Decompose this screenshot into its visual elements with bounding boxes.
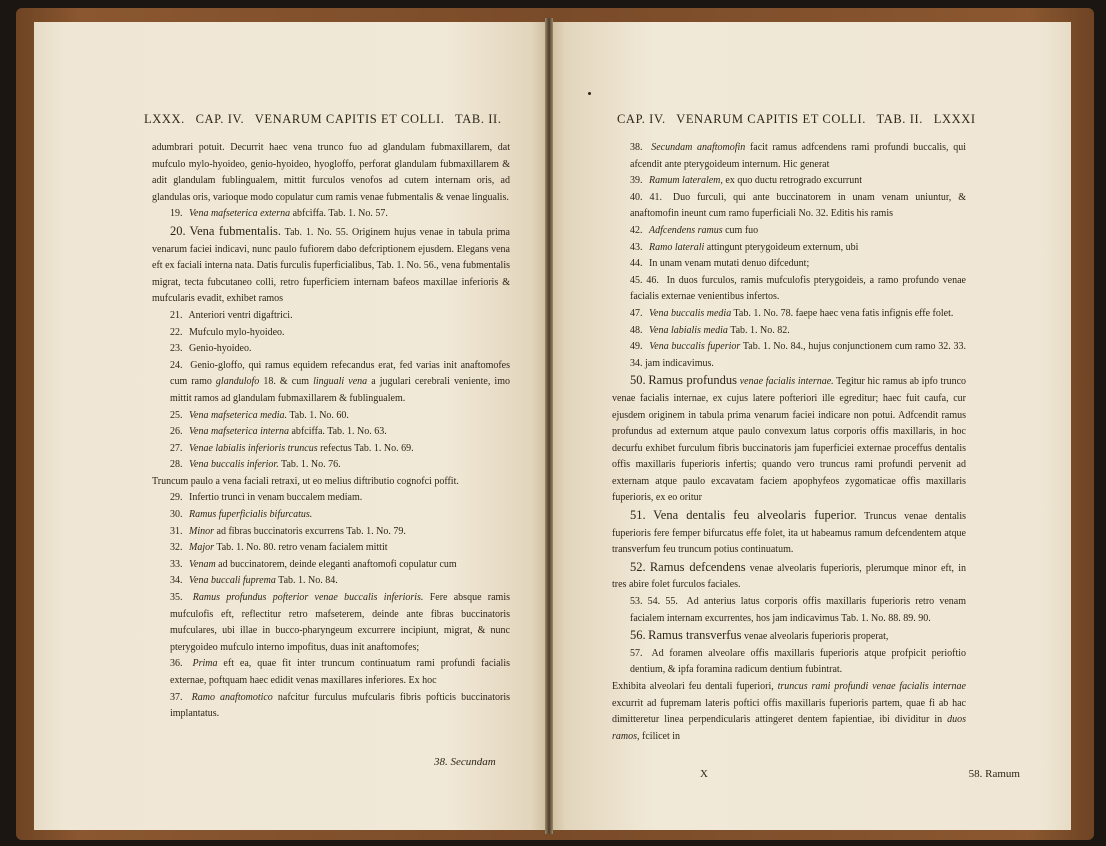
paragraph-number: 56. — [630, 628, 646, 643]
paragraph-number: 45. 46. — [630, 274, 659, 286]
paragraph-item — [612, 190, 966, 223]
paragraph-number: 38. — [630, 142, 643, 153]
paragraph-item — [612, 323, 966, 340]
paragraph-number: 44. — [630, 258, 643, 270]
right-table-ref: TAB. II. — [876, 112, 923, 126]
paragraph-item — [152, 524, 510, 541]
paragraph-number: 33. — [170, 558, 183, 570]
text-run: excurrit ad fupremam lateris poftici offis maxillaris fuperioris partem, quae fi ab hac dimitteretur linea perpendicularis attingeret dentem fapientiae, ibi dividitur in — [612, 697, 966, 726]
text-run: venae alveolaris fuperioris properat, — [741, 631, 889, 643]
text-run: Tab. 1. No. 60. — [287, 409, 349, 421]
text-run: Ad foramen alveolare offis maxillaris fuperioris atque profpicit perioftio dentium, & ipfa foramina radicum dentium fubintrat. — [630, 647, 966, 676]
left-folio: LXXX. — [144, 112, 185, 126]
paragraph-item — [152, 557, 510, 574]
section-heading: Ramus defcendens — [649, 559, 746, 574]
section-heading: Vena dentalis feu alveolaris fuperior. — [653, 508, 857, 523]
paragraph-number: 43. — [630, 241, 643, 253]
italic-term: Ramus profundus pofterior venae buccalis inferioris. — [192, 592, 424, 604]
italic-term: Vena labialis media — [649, 324, 728, 336]
text-run: cum fuo — [722, 224, 759, 236]
paragraph-item — [152, 690, 510, 723]
paragraph-number: 27. — [170, 442, 183, 454]
paragraph-number: 20. — [170, 223, 186, 238]
signature-mark: X — [700, 768, 708, 780]
paragraph-number: 50. — [630, 373, 646, 388]
italic-term: Ramo laterali — [649, 241, 705, 253]
paragraph-sec — [612, 559, 966, 594]
paragraph-item — [612, 594, 966, 627]
paragraph-item — [152, 408, 510, 425]
paragraph-number: 36. — [170, 658, 183, 670]
paragraph-number: 40. 41. — [630, 191, 662, 203]
paragraph-item — [612, 646, 966, 679]
paragraph-sec — [612, 507, 966, 559]
text-run: Genio-hyoideo. — [189, 343, 252, 355]
italic-term: linguali vena — [313, 376, 368, 388]
paragraph-number: 31. — [170, 525, 183, 537]
paragraph-number: 24. — [170, 359, 183, 371]
text-run: Genio-gloffo, qui ramus equidem refecandus erat, fed varias init anaftomofes cum ramo — [170, 359, 511, 388]
text-run: Tab. 1. No. 80. retro venam facialem mittit — [214, 542, 388, 554]
text-run: ad fibras buccinatoris excurrens Tab. 1. No. 79. — [214, 525, 406, 537]
text-run: adumbrari potuit. Decurrit haec vena trunco fuo ad glandulam fubmaxillarem, dat mufculo mylo-hyoideo, genio-hyoideo, hyogloffo, perforat glandulam fubmaxillarem & adit glandulam fublingualem, mittit furculos venofos ad cutem internam oris, ad glandulas oris, varioque modo copulatur cum ramis venae fubmentalis & venae lingualis. — [152, 142, 510, 203]
italic-term: venae facialis internae. — [739, 376, 834, 388]
paragraph-item — [152, 424, 510, 441]
text-run: Fere absque ramis mufculofis eft, reflectitur retro mafseterem, deinde ante fibras buccinatoris mufculares, ubi illae in bucco-pharyngeum excurrere incipiunt, migrat, & nunc pterygoideo mufculo interno impofitus, duas init anaftomofes; — [170, 592, 510, 653]
paragraph-number: 49. — [630, 341, 643, 353]
paragraph-number: 47. — [630, 307, 643, 319]
paragraph-item — [612, 339, 966, 372]
text-run: ex quo ductu retrogrado excurrunt — [722, 175, 863, 187]
paragraph-item — [152, 507, 510, 524]
paragraph-item — [152, 358, 510, 408]
right-body-text — [612, 140, 966, 745]
paragraph-item — [152, 341, 510, 358]
italic-term: Minor — [189, 525, 214, 537]
section-heading: Ramus transverfus — [648, 628, 742, 643]
text-run: Truncus venae dentalis fuperioris fere femper bifurcatus effe folet, ita ut habeamus ramum defcendentem atque transverfum feu truncum potius continuatum. — [612, 511, 967, 556]
italic-term: Ramus fuperficialis bifurcatus. — [189, 509, 313, 521]
italic-term: Prima — [192, 658, 218, 670]
text-run: refectus Tab. 1. No. 69. — [317, 442, 414, 454]
paragraph-number: 21. — [170, 309, 183, 321]
paragraph-item — [152, 490, 510, 507]
text-run: eft ea, quae fit inter truncum continuatum rami profundi facialis externae, poftquam haec edidit venas maxillares inferiores. Ex hoc — [170, 658, 511, 686]
text-run: Mufculo mylo-hyoideo. — [189, 326, 285, 338]
paragraph-item — [152, 441, 510, 458]
paragraph-number: 22. — [170, 326, 183, 338]
paragraph-number: 30. — [170, 509, 183, 521]
text-run: venae alveolaris fuperioris, plerumque minor eft, in tres abire folet furculos faciales. — [612, 562, 966, 591]
paragraph-item — [152, 656, 510, 689]
italic-term: Vena mafseterica interna — [189, 426, 289, 438]
text-run: nafcitur furculus mufcularis fibris pofticis buccinatoris implantatus. — [170, 691, 510, 720]
text-run: attingunt pterygoideum externum, ubi — [704, 241, 859, 253]
text-run: Tab. 1. No. 55. Originem hujus venae in tabula prima venarum faciei indicavi, nunc paulo fufiorem dabo defcriptionem ejusdem. Elegans vena eft ex faciali interna nata. Datis furculis fuperficialibus, Tab. 1. No. 56., vena fubmentalis migrat, tecta fubcutaneo colli, retro fuperficiem internam bafeos maxillae inferioris & mufcularis evadit, exhibet ramos — [152, 226, 510, 305]
italic-term: Vena buccali fuprema — [189, 575, 276, 587]
paragraph-item — [152, 206, 510, 223]
paragraph-item — [612, 273, 966, 306]
italic-term: Secundam anaftomofin — [651, 142, 746, 153]
paragraph-item — [152, 325, 510, 342]
text-run: Exhibita alveolari feu dentali fuperiori, — [612, 681, 778, 692]
paragraph-item — [612, 223, 966, 240]
paragraph-item — [612, 256, 966, 273]
paragraph-number: 42. — [630, 224, 643, 236]
text-run: Tab. 1. No. 82. — [727, 324, 790, 336]
paragraph-number: 29. — [170, 492, 183, 504]
italic-term: glandulofo — [215, 376, 260, 388]
right-chapter: CAP. IV. — [617, 112, 666, 126]
paragraph-item — [612, 240, 966, 257]
paragraph-sec — [152, 223, 510, 308]
paragraph-sec — [612, 372, 966, 507]
left-table-ref: TAB. II. — [455, 112, 502, 126]
right-page — [550, 22, 1071, 830]
italic-term: Ramo anaftomotico — [191, 691, 273, 703]
italic-term: Ramum lateralem, — [649, 175, 723, 187]
text-run: Tegitur hic ramus ab ipfo trunco venae facialis internae, ex cujus latere pofteriori ille egreditur; haec fuit caufa, cur ejusdem originem in tabula prima venarum faciei indicare non potui. Adfcendit ramus profundus ad externum atque paulo convexum latus corporis offis maxillaris, in hoc decurfu exhibet furculum fibris buccinatoris jam fuperficiei externae proceffus dentalis offis maxillaris fuperioris infertis; quando vero truncus rami profundi pervenit ad externam atque paulo excavatam faciem apophyfeos zygomaticae offis maxillaris fuperioris, ex eo oritur — [612, 376, 967, 504]
italic-term: Vena mafseterica media. — [189, 409, 288, 421]
italic-term: Vena buccalis inferior. — [189, 459, 279, 471]
paragraph-cont — [152, 474, 510, 491]
paragraph-number: 32. — [170, 542, 183, 554]
paragraph-item — [152, 573, 510, 590]
right-running-header — [617, 112, 983, 127]
ink-mark — [588, 92, 591, 95]
left-catchword: 38. Secundam — [434, 756, 496, 768]
paragraph-number: 51. — [630, 508, 646, 523]
paragraph-number: 52. — [630, 559, 646, 574]
paragraph-number: 53. 54. 55. — [630, 596, 678, 608]
right-catchword: 58. Ramum — [968, 768, 1020, 780]
paragraph-number: 34. — [170, 575, 183, 587]
paragraph-number: 37. — [170, 691, 183, 703]
left-running-header — [144, 112, 509, 127]
paragraph-item — [152, 590, 510, 656]
paragraph-item — [612, 173, 966, 190]
paragraph-item — [152, 540, 510, 557]
text-run: In unam venam mutati denuo difcedunt; — [649, 258, 810, 270]
paragraph-number: 26. — [170, 426, 183, 438]
paragraph-number: 19. — [170, 208, 183, 220]
paragraph-number: 25. — [170, 409, 183, 421]
text-run: Anteriori ventri digaftrici. — [188, 309, 293, 321]
paragraph-cont — [152, 140, 510, 206]
italic-term: Adfcendens ramus — [649, 224, 723, 236]
left-title: VENARUM CAPITIS ET COLLI. — [254, 112, 445, 126]
paragraph-item — [152, 457, 510, 474]
paragraph-item — [612, 306, 966, 323]
right-title: VENARUM CAPITIS ET COLLI. — [676, 112, 866, 126]
italic-term: Vena buccalis media — [649, 307, 732, 319]
paragraph-number: 23. — [170, 343, 183, 355]
left-page — [34, 22, 547, 830]
text-run: a jugulari cerebrali veniente, imo mittit ramos ad glandulam fubmaxillarem & fublingualem. — [170, 376, 510, 404]
section-heading: Vena fubmentalis. — [189, 223, 282, 238]
section-heading: Ramus profundus — [648, 373, 738, 388]
text-run: Duo furculi, qui ante buccinatorem in unam venam uniuntur, & anaftomofin ineunt cum ramo fuperficiali No. 32. Editis his ramis — [630, 191, 967, 220]
paragraph-item — [612, 140, 966, 173]
paragraph-sec — [612, 627, 966, 646]
paragraph-number: 39. — [630, 175, 643, 187]
left-chapter: CAP. IV. — [195, 112, 245, 126]
book-gutter — [545, 18, 553, 834]
text-run: Tab. 1. No. 84., hujus conjunctionem cum ramo 32. 33. 34. jam indicavimus. — [630, 341, 967, 369]
italic-term: Major — [189, 542, 214, 554]
text-run: facit ramus adfcendens rami profundi buccalis, qui afcendit ante pterygoideum internum. Hic generat — [630, 142, 967, 170]
italic-term: Venae labialis inferioris truncus — [189, 442, 318, 454]
text-run: ad buccinatorem, deinde eleganti anaftomofi copulatur cum — [215, 558, 457, 570]
right-folio: LXXXI — [933, 112, 976, 126]
paragraph-cont — [612, 679, 966, 745]
text-run: Tab. 1. No. 84. — [275, 575, 338, 587]
paragraph-number: 28. — [170, 459, 183, 471]
italic-term: Vena mafseterica externa — [189, 208, 291, 220]
italic-term: truncus rami profundi venae facialis internae — [777, 681, 966, 692]
text-run: abfciffa. Tab. 1. No. 63. — [288, 426, 387, 438]
italic-term: duos ramos — [612, 714, 966, 742]
text-run: 18. & cum — [259, 376, 314, 388]
left-body-text — [152, 140, 510, 723]
paragraph-number: 48. — [630, 324, 643, 336]
text-run: Ad anterius latus corporis offis maxillaris fuperioris retro venam facialem internam excurrentes, hos jam indicavimus Tab. 1. No. 88. 89. 90. — [630, 596, 967, 624]
text-run: Truncum paulo a vena faciali retraxi, ut eo melius diftributio cognofci poffit. — [152, 475, 459, 487]
text-run: Tab. 1. No. 78. faepe haec vena fatis infignis effe folet. — [731, 307, 954, 319]
paragraph-number: 57. — [630, 647, 643, 659]
paragraph-item — [152, 308, 510, 325]
italic-term: Vena buccalis fuperior — [649, 341, 741, 353]
text-run: In duos furculos, ramis mufculofis pterygoideis, a ramo profundo venae facialis externae venientibus infertos. — [630, 274, 966, 303]
text-run: abfciffa. Tab. 1. No. 57. — [290, 208, 388, 220]
italic-term: Venam — [189, 558, 216, 570]
paragraph-number: 35. — [170, 592, 183, 604]
text-run: Infertio trunci in venam buccalem mediam. — [189, 492, 363, 504]
text-run: , fcilicet in — [637, 730, 681, 742]
text-run: Tab. 1. No. 76. — [278, 459, 341, 471]
